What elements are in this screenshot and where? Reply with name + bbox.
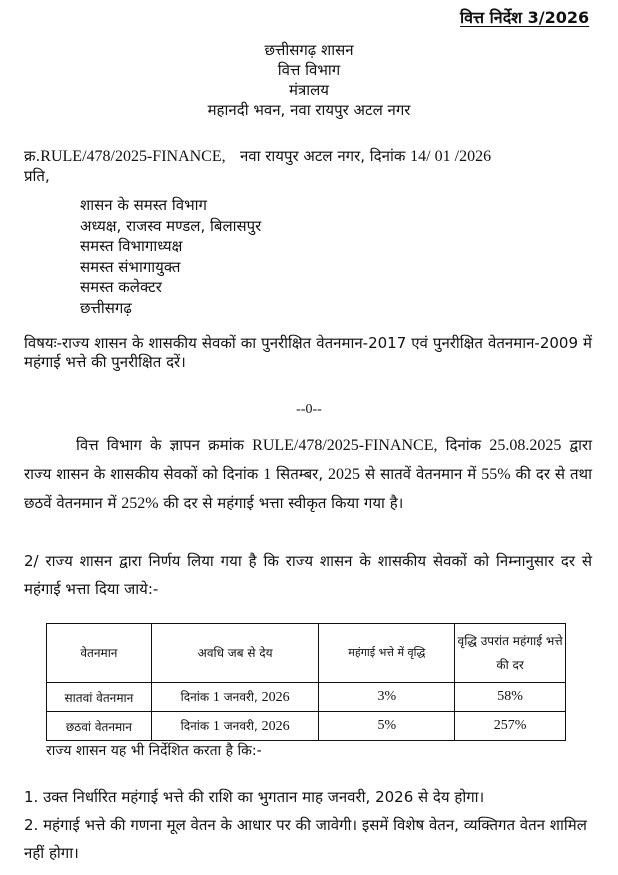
new-rate-cell: 257% — [455, 712, 566, 741]
new-rate-cell: 58% — [455, 683, 566, 712]
pay-scale-cell: छठवां वेतनमान — [47, 712, 152, 741]
para1-number: 1 — [263, 466, 272, 483]
recipient-item: छत्तीसगढ़ — [80, 298, 132, 317]
reference-prefix: क्र. — [24, 147, 41, 165]
column-header: महंगाई भत्ते में वृद्धि — [319, 624, 455, 683]
para1-text: की दर से तथा छठवें वेतनमान में — [24, 465, 593, 512]
recipient-list — [80, 195, 261, 318]
effective-date-cell — [151, 712, 319, 741]
para1-text: सितम्बर, — [271, 465, 329, 483]
recipient-item: समस्त संभागायुक्त — [80, 257, 181, 276]
sixth-pay-old-rate: 252% — [121, 495, 159, 512]
date-day: 1 — [212, 719, 220, 734]
date-day: 1 — [212, 690, 220, 705]
reference-place-date-label: नवा रायपुर अटल नगर, दिनांक — [239, 147, 406, 165]
recipient-item: समस्त कलेक्टर — [80, 278, 162, 296]
da-rate-table — [46, 623, 566, 741]
para1-text: दिनांक — [437, 436, 490, 454]
para1-number: 2025 — [328, 466, 361, 483]
letterhead-ministry: मंत्रालय — [288, 81, 329, 99]
subject-line: विषयः-राज्य शासन के शासकीय सेवकों का पुनरीक्षित वेतनमान-2017 एवं पुनरीक्षित वेतनमान-2009 में महंगाई भत्ते की पुनरीक्षित दरें। — [24, 334, 592, 371]
recipient-item: अध्यक्ष, राजस्व मण्डल, बिलासपुर — [80, 216, 262, 235]
section-separator: --0-- — [296, 402, 322, 417]
date-label: दिनांक — [180, 719, 210, 733]
reference-date: 14/ 01 /2026 — [410, 148, 492, 165]
letterhead-address: महानदी भवन, नवा रायपुर अटल नगर — [207, 101, 411, 119]
directive-intro: राज्य शासन यह भी निर्देशित करता है कि:- — [46, 743, 262, 759]
memo-date: 25.08.2025 — [489, 437, 562, 454]
memo-code: RULE/478/2025-FINANCE, — [252, 437, 438, 454]
column-header: वृद्धि उपरांत महंगाई भत्ते की दर — [455, 624, 566, 683]
table-row — [47, 683, 566, 712]
para1-text: वित्त विभाग के ज्ञापन क्रमांक — [76, 436, 253, 454]
reference-line — [24, 146, 491, 167]
effective-date-cell — [151, 683, 319, 712]
paragraph-background — [24, 431, 592, 518]
paragraph-decision: 2/ राज्य शासन द्वारा निर्णय लिया गया है कि राज्य शासन के शासकीय सेवकों को निम्नानुसार दर से महंगाई भत्ता दिया जाये:- — [24, 552, 592, 598]
letterhead-department: वित्त विभाग — [277, 61, 341, 79]
date-year: 2026 — [261, 690, 290, 705]
directive-list — [24, 783, 592, 867]
para1-text: से सातवें वेतनमान में — [360, 465, 482, 483]
date-year: 2026 — [261, 719, 290, 734]
document-number: वित्त निर्देश 3/2026 — [460, 8, 590, 27]
directive-item: 2. महंगाई भत्ते की गणना मूल वेतन के आधार पर की जावेगी। इसमें विशेष वेतन, व्यक्तिगत वेतन शामिल नहीं होगा। — [24, 816, 587, 862]
date-month: जनवरी, — [223, 719, 258, 733]
column-header: वेतनमान — [47, 624, 152, 683]
table-row — [47, 712, 566, 741]
date-month: जनवरी, — [223, 690, 258, 704]
increase-cell: 5% — [319, 712, 455, 741]
para1-text: की दर से महंगाई भत्ता स्वीकृत किया गया है। — [158, 494, 404, 512]
increase-cell: 3% — [319, 683, 455, 712]
letterhead — [0, 40, 618, 120]
reference-code: RULE/478/2025-FINANCE, — [40, 148, 226, 165]
column-header: अवधि जब से देय — [151, 624, 319, 683]
table-header-row — [47, 624, 566, 683]
to-label: प्रति, — [24, 167, 50, 185]
pay-scale-cell: सातवां वेतनमान — [47, 683, 152, 712]
letterhead-government: छत्तीसगढ़ शासन — [264, 41, 354, 59]
recipient-item: शासन के समस्त विभाग — [80, 196, 207, 214]
seventh-pay-old-rate: 55% — [481, 466, 511, 483]
para1-text: द्वारा राज्य शासन के शासकीय सेवकों को दिनांक — [24, 436, 592, 483]
recipient-item: समस्त विभागाध्यक्ष — [80, 237, 183, 255]
directive-item: 1. उक्त निर्धारित महंगाई भत्ते की राशि का भुगतान माह जनवरी, 2026 से देय होगा। — [24, 788, 485, 806]
date-label: दिनांक — [180, 690, 210, 704]
